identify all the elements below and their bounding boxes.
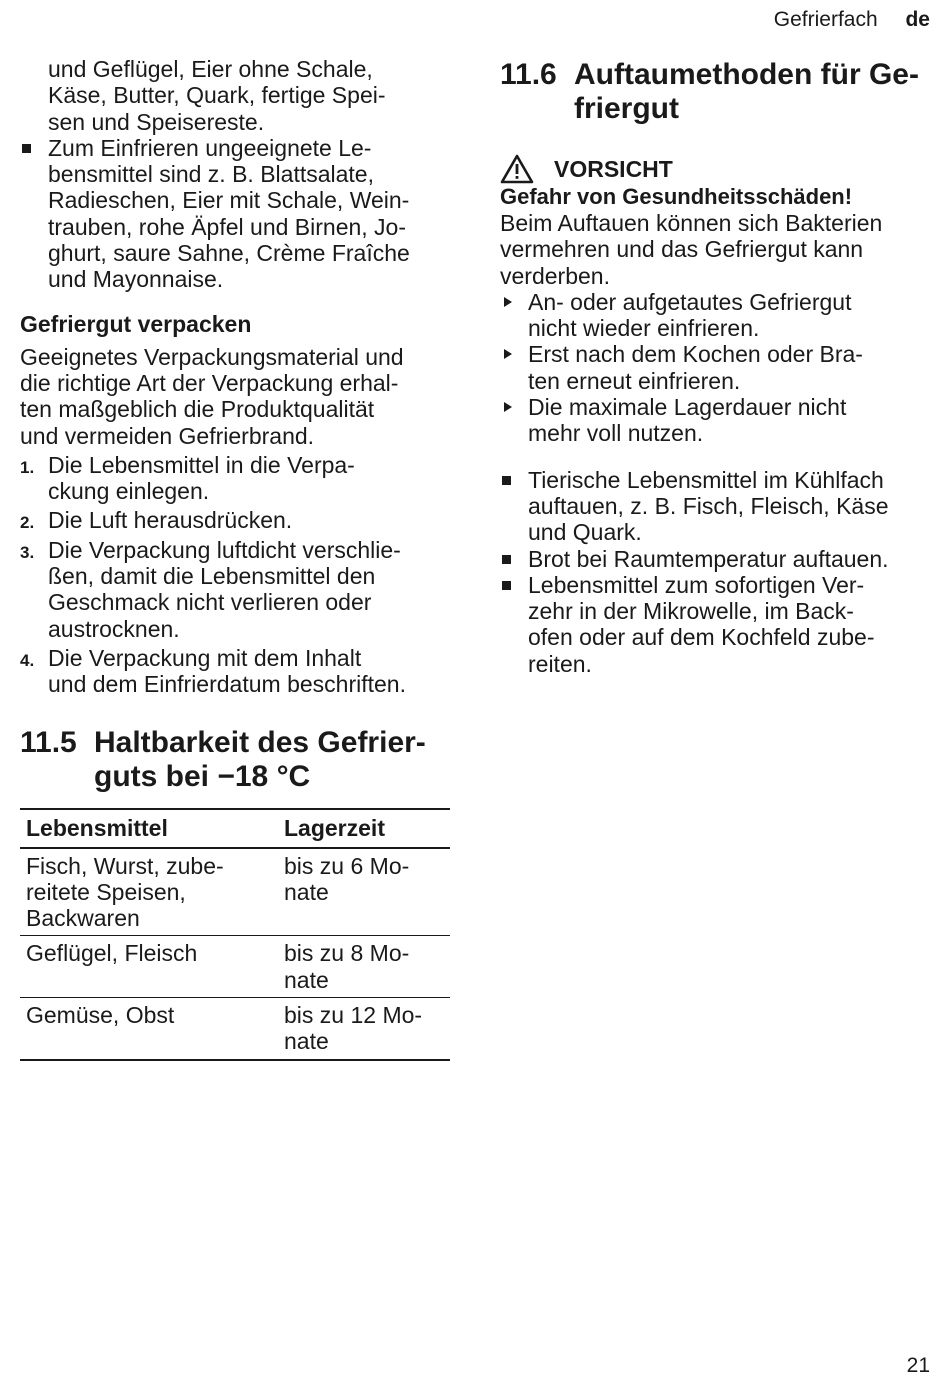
text-line: verderben. [500,262,610,289]
text-line: Die Lebensmittel in die Verpa- [48,451,355,478]
bullet-item [500,546,932,572]
warning-label: VORSICHT [554,155,673,182]
text-line: An- oder aufgetautes Gefriergut [528,288,852,315]
action-item [500,394,932,447]
step-number: 3. [20,542,35,562]
section-heading [20,726,450,794]
warning-heading [500,154,932,184]
text-line: nicht wieder einfrieren. [528,315,760,342]
time-cell [278,936,450,998]
continued-bullet [20,56,450,135]
step-number: 2. [20,513,35,533]
text-line: ckung einlegen. [48,478,210,505]
time-cell [278,848,450,936]
warning-text [500,210,932,289]
text-line: sen und Speisereste. [48,108,265,135]
subheading: Gefriergut verpacken [20,310,252,337]
text-line: bensmittel sind z. B. Blattsalate, [48,161,374,188]
text-line: ghurt, saure Sahne, Crème Fraîche [48,240,410,267]
text-line: vermehren und das Gefriergut kann [500,236,864,263]
table-row [20,848,450,936]
text-line: reiten. [528,650,592,677]
text-line: Käse, Butter, Quark, fertige Spei- [48,82,386,109]
text-line: Geflügel, Fleisch [26,940,198,967]
bullet-item [20,135,450,293]
text-line: Brot bei Raumtemperatur auftauen. [528,545,889,572]
bullet-item [500,467,932,546]
text-line: Geschmack nicht verlieren oder [48,589,372,616]
text-line: die richtige Art der Verpackung erhal- [20,369,399,396]
table-row [20,936,450,998]
text-line: Erst nach dem Kochen oder Bra- [528,341,863,368]
text-line: und dem Einfrierdatum beschriften. [48,671,406,698]
text-line: und vermeiden Gefrierbrand. [20,422,315,449]
step-number: 1. [20,457,35,477]
text-line: ten maßgeblich die Produktqualität [20,396,375,423]
text-line: und Geflügel, Eier ohne Schale, [48,56,373,82]
text-line: Die maximale Lagerdauer nicht [528,394,847,421]
page-header [774,8,930,32]
table-header-row [20,809,450,848]
right-column [500,58,932,677]
text-line: Die Luft herausdrücken. [48,507,293,534]
column-header: Lagerzeit [278,809,450,848]
text-line: Geeignetes Verpackungsmaterial und [20,343,404,370]
step-item [20,537,450,642]
text-line: bis zu 12 Mo- [284,1002,423,1029]
paragraph [20,344,450,449]
text-line: austrocknen. [48,615,180,642]
header-language: de [905,8,930,31]
text-line: Beim Auftauen können sich Bakterien [500,210,883,236]
header-section: Gefrierfach [773,8,878,31]
bullet-item [500,572,932,677]
warning-triangle-icon [500,154,534,184]
heading-line: Auftaumethoden für Ge- [574,58,919,91]
text-line: nate [284,878,329,905]
column-header: Lebensmittel [20,809,278,848]
left-column [20,56,450,1061]
food-cell [20,936,278,998]
text-line: mehr voll nutzen. [528,420,704,447]
text-line: und Quark. [528,519,642,546]
text-line: ofen oder auf dem Kochfeld zube- [528,624,875,651]
text-line: Die Verpackung luftdicht verschlie- [48,536,401,563]
text-line: bis zu 8 Mo- [284,940,410,967]
step-item [20,452,450,505]
section-number: 11.5 [20,725,77,759]
text-line: Gemüse, Obst [26,1002,175,1029]
section-heading [500,58,932,126]
text-line: Tierische Lebensmittel im Kühlfach [528,466,884,493]
table-row [20,998,450,1060]
text-line: bis zu 6 Mo- [284,852,410,879]
text-line: und Mayonnaise. [48,266,224,293]
text-line: Backwaren [26,905,140,932]
text-line: Zum Einfrieren ungeeignete Le- [48,134,372,161]
text-line: Fisch, Wurst, zube- [26,852,224,879]
warning-subtitle: Gefahr von Gesundheitsschäden! [500,184,853,209]
text-line: nate [284,1028,329,1055]
text-line: Lebensmittel zum sofortigen Ver- [528,571,865,598]
text-line: ßen, damit die Lebensmittel den [48,563,376,590]
text-line: ten erneut einfrieren. [528,367,741,394]
text-line: Die Verpackung mit dem Inhalt [48,644,362,671]
food-cell [20,848,278,936]
text-line: trauben, rohe Äpfel und Birnen, Jo- [48,213,407,240]
text-line: zehr in der Mikrowelle, im Back- [528,598,854,625]
action-item [500,341,932,394]
text-line: reitete Speisen, [26,878,186,905]
step-number: 4. [20,650,35,670]
text-line: auftauen, z. B. Fisch, Fleisch, Käse [528,492,889,519]
heading-line: friergut [574,92,679,125]
time-cell [278,998,450,1060]
text-line: Radieschen, Eier mit Schale, Wein- [48,187,410,214]
food-cell [20,998,278,1060]
step-item [20,645,450,698]
page-number: 21 [906,1354,930,1377]
storage-table [20,808,450,1061]
action-item [500,289,932,342]
heading-line: guts bei −18 °C [94,759,311,793]
step-item [20,507,450,533]
heading-line: Haltbarkeit des Gefrier- [94,725,426,759]
section-number: 11.6 [500,58,557,91]
text-line: nate [284,966,329,993]
